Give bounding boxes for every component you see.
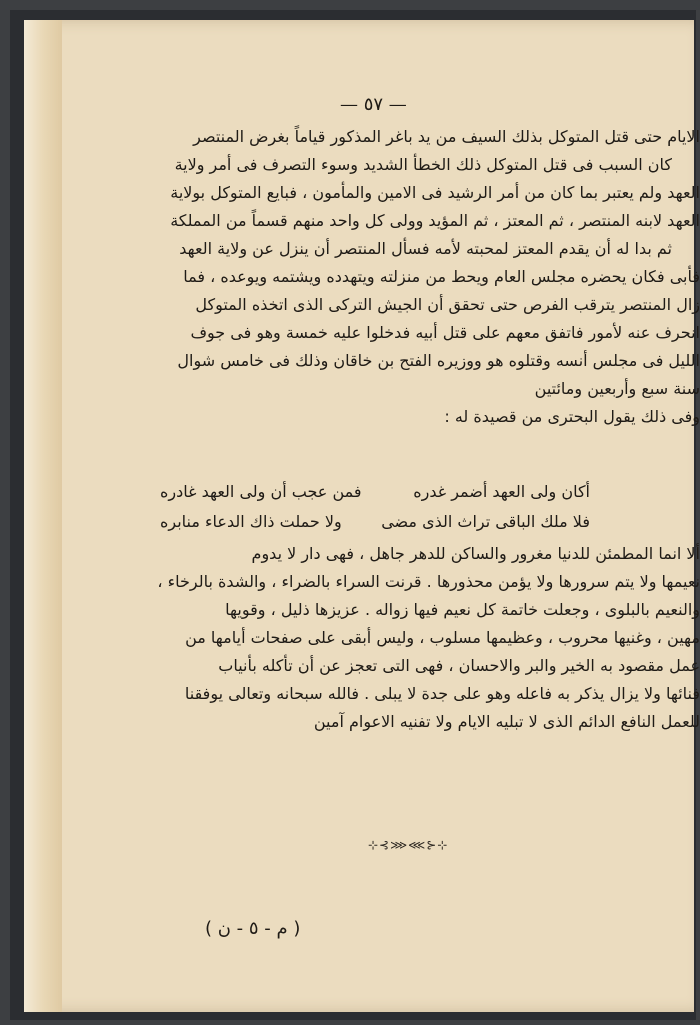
- text-line: ألا انما المطمئن للدنيا مغرور والساكن للدهر جاهل ، فهى دار لا يدوم: [251, 544, 700, 563]
- text-line: العهد ولم يعتبر بما كان من أمر الرشيد فى الامين والمأمون ، فبايع المتوكل بولاية: [170, 183, 700, 202]
- verse-first-hemistich: فلا ملك الباقى تراث الذى مضى: [381, 512, 590, 531]
- text-line: انحرف عنه لأمور فاتفق معهم على قتل أبيه فدخلوا عليه خمسة وهو فى جوف: [190, 323, 700, 342]
- text-line: فأبى فكان يحضره مجلس العام ويحط من منزلته ويتهدده ويشتمه ويوعده ، فما: [183, 267, 700, 286]
- text-line: فنائها ولا يزال يذكر به فاعله وهو على جدة لا يبلى . فالله سبحانه وتعالى يوفقنا: [184, 684, 700, 703]
- text-line: عمل مقصود به الخير والبر والاحسان ، فهى التى تعجز عن أن تأكله بأنياب: [218, 656, 700, 675]
- text-line: كان السبب فى قتل المتوكل ذلك الخطأ الشديد وسوء التصرف فى أمر ولاية: [174, 155, 672, 174]
- ornament-divider: ⊹⊰⋙⋘⊱⊹: [368, 838, 449, 852]
- signature-mark: ( م - ٥ - ن ): [205, 918, 301, 939]
- text-line: نعيمها ولا يتم سرورها ولا يؤمن محذورها . قرنت السراء بالضراء ، والشدة بالرخاء ،: [157, 572, 700, 591]
- verse-second-hemistich: فمن عجب أن ولى العهد غادره: [160, 482, 362, 501]
- text-line: الليل فى مجلس أنسه وقتلوه هو ووزيره الفتح بن خاقان وذلك فى خامس شوال: [177, 351, 700, 370]
- text-line: مهين ، وغنيها محروب ، وعظيمها مسلوب ، وليس أبقى على صفحات أيامها من: [185, 628, 700, 647]
- text-line: سنة سبع وأربعين ومائتين: [534, 379, 700, 398]
- text-line: وفى ذلك يقول البحترى من قصيدة له :: [444, 407, 700, 426]
- page-number: — ٥٧ —: [340, 94, 407, 115]
- text-line: للعمل النافع الدائم الذى لا تبليه الايام ولا تفنيه الاعوام آمين: [313, 712, 700, 731]
- text-line: الايام حتى قتل المتوكل بذلك السيف من يد باغر المذكور قياماً بغرض المنتصر: [193, 127, 700, 146]
- main-text: [145, 123, 700, 431]
- text-line: زال المنتصر يترقب الفرص حتى تحقق أن الجيش التركى الذى اتخذه المتوكل: [195, 295, 700, 314]
- text-line: العهد لابنه المنتصر ، ثم المعتز ، ثم المؤيد وولى كل واحد منهم قسماً من المملكة: [170, 211, 700, 230]
- closing-text: [145, 540, 700, 736]
- verse-second-hemistich: ولا حملت ذاك الدعاء منابره: [160, 512, 342, 531]
- text-line: والنعيم بالبلوى ، وجعلت خاتمة كل نعيم فيها زواله . عزيزها ذليل ، وقويها: [225, 600, 700, 619]
- verse-first-hemistich: أكان ولى العهد أضمر غدره: [413, 482, 590, 501]
- poem-verse: [160, 508, 590, 536]
- page-gutter: [24, 20, 62, 1012]
- poem-verse: [160, 478, 590, 506]
- text-line: ثم بدا له أن يقدم المعتز لمحبته لأمه فسأل المنتصر أن ينزل عن ولاية العهد: [179, 239, 672, 258]
